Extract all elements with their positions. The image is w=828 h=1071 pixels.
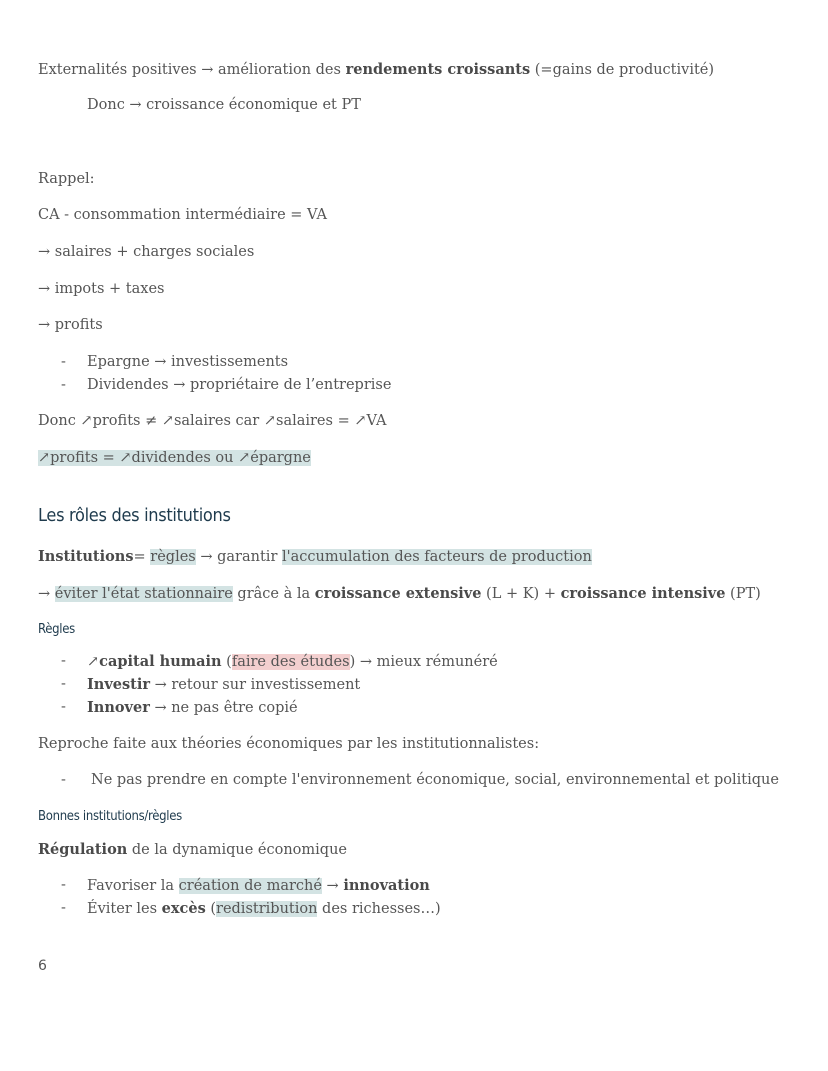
list-item: Dividendes → propriétaire de l’entreprise <box>87 377 392 393</box>
text-impots: → impots + taxes <box>38 281 165 297</box>
text-institutions: Institutions= règles → garantir l'accumulation des facteurs de production <box>38 548 592 565</box>
list-item-reproche: Ne pas prendre en compte l'environnement économique, social, environnemental et politique <box>91 772 779 788</box>
heading-bonnes-institutions: Bonnes institutions/règles <box>38 809 182 824</box>
text-ca: CA - consommation intermédiaire = VA <box>38 207 328 223</box>
bullet-dash: - <box>61 676 66 692</box>
bullet-dash: - <box>61 653 66 669</box>
list-item-innover: Innover → ne pas être copié <box>87 699 298 716</box>
text-salaires: → salaires + charges sociales <box>38 244 255 260</box>
list-item-investir: Investir → retour sur investissement <box>87 676 361 693</box>
bullet-dash: - <box>61 877 66 893</box>
text-eviter-stationnaire: → éviter l'état stationnaire grâce à la croissance extensive (L + K) + croissance intensive (PT) <box>38 585 761 602</box>
text-regulation: Régulation de la dynamique économique <box>38 841 347 858</box>
bullet-dash: - <box>61 699 66 715</box>
text-reproche: Reproche faite aux théories économiques par les institutionnalistes: <box>38 736 540 752</box>
bullet-dash: - <box>61 900 66 916</box>
list-item-capital-humain: ↗capital humain (faire des études) → mieux rémunéré <box>87 653 498 670</box>
page-number: 6 <box>38 958 47 974</box>
bullet-dash: - <box>61 377 66 393</box>
text-donc-profits: Donc ↗profits ≠ ↗salaires car ↗salaires = ↗VA <box>38 413 387 429</box>
list-item-eviter-exces: Éviter les excès (redistribution des richesses…) <box>87 900 441 917</box>
bullet-dash: - <box>61 772 66 788</box>
text-donc-croissance: Donc → croissance économique et PT <box>87 97 361 113</box>
text-rappel: Rappel: <box>38 171 95 187</box>
heading-roles-institutions: Les rôles des institutions <box>38 505 231 526</box>
text-profits-highlight: ↗profits = ↗dividendes ou ↗épargne <box>38 450 311 466</box>
heading-regles: Règles <box>38 622 75 637</box>
text-externalites: Externalités positives → amélioration des rendements croissants (=gains de productivité) <box>38 61 715 78</box>
bullet-dash: - <box>61 354 66 370</box>
list-item: Epargne → investissements <box>87 354 289 370</box>
list-item-favoriser: Favoriser la création de marché → innovation <box>87 877 430 894</box>
text-profits: → profits <box>38 317 103 333</box>
